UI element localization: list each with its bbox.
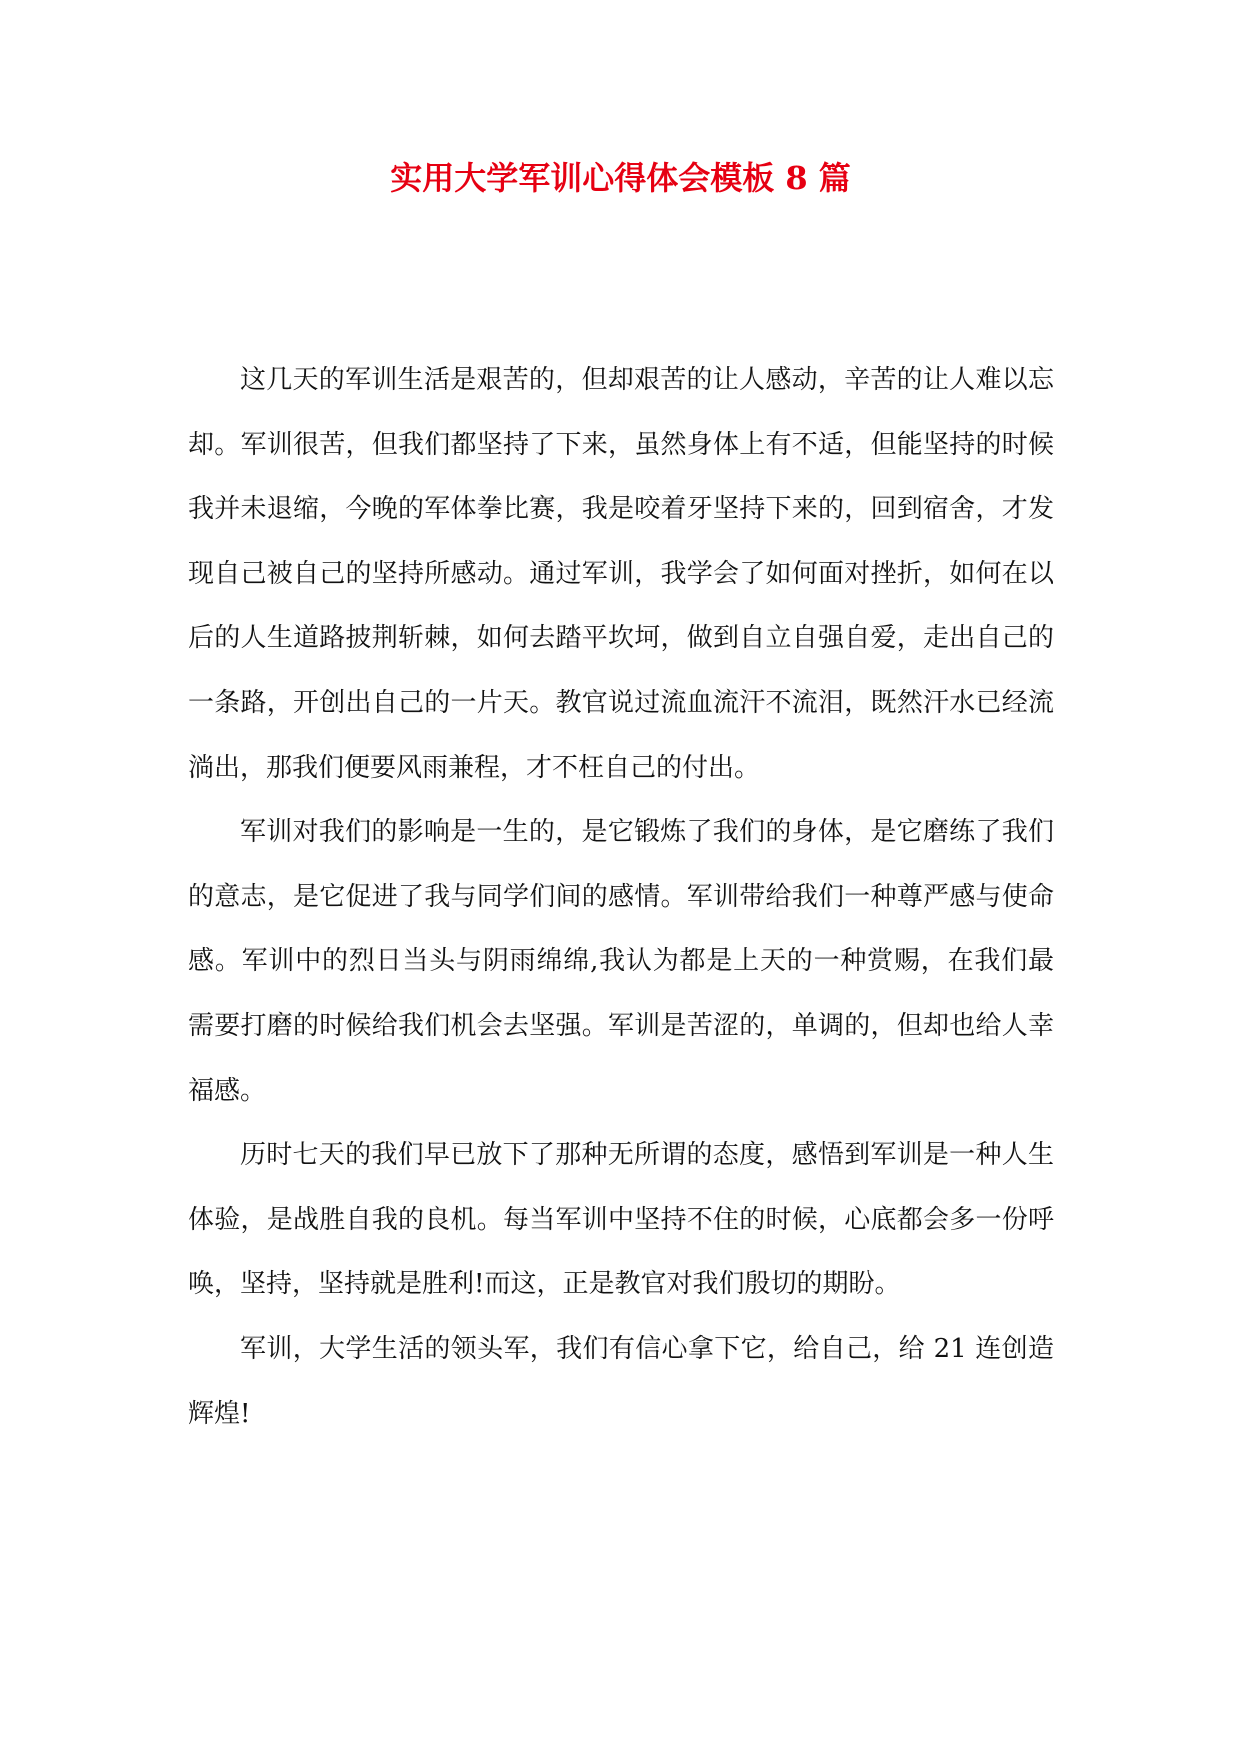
document-body — [188, 348, 1054, 1446]
paragraph-3: 历时七天的我们早已放下了那种无所谓的态度，感悟到军训是一种人生体验，是战胜自我的良机。每当军训中坚持不住的时候，心底都会多一份呼唤，坚持，坚持就是胜利!而这，正是教官对我们殷切的期盼。 — [188, 1140, 1054, 1300]
document-title: 实用大学军训心得体会模板 8 篇 — [390, 159, 851, 197]
paragraph-2: 军训对我们的影响是一生的，是它锻炼了我们的身体，是它磨练了我们的意志，是它促进了我与同学们间的感情。军训带给我们一种尊严感与使命感。军训中的烈日当头与阴雨绵绵,我认为都是上天的一种赏赐，在我们最需要打磨的时候给我们机会去坚强。军训是苦涩的，单调的，但却也给人幸福感。 — [188, 817, 1054, 1106]
paragraph-4: 军训，大学生活的领头军，我们有信心拿下它，给自己，给 21 连创造辉煌! — [188, 1333, 1054, 1429]
paragraph-1: 这几天的军训生活是艰苦的，但却艰苦的让人感动，辛苦的让人难以忘却。军训很苦，但我们都坚持了下来，虽然身体上有不适，但能坚持的时候我并未退缩，今晚的军体拳比赛，我是咬着牙坚持下来的，回到宿舍，才发现自己被自己的坚持所感动。通过军训，我学会了如何面对挫折，如何在以后的人生道路披荆斩棘，如何去踏平坎坷，做到自立自强自爱，走出自己的一条路，开创出自己的一片天。教官说过流血流汗不流泪，既然汗水已经流淌出，那我们便要风雨兼程，才不枉自己的付出。 — [188, 365, 1054, 783]
